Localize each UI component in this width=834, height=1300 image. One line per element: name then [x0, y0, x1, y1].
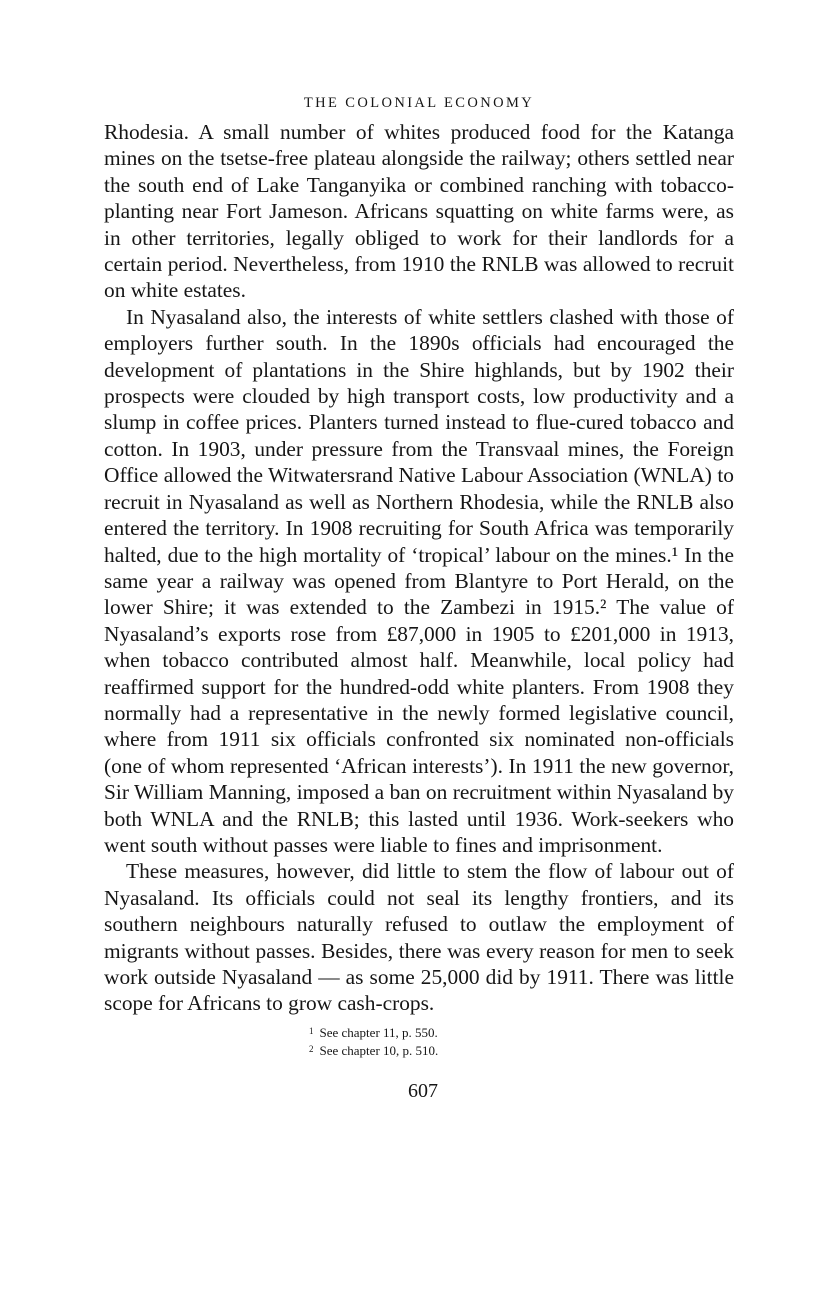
footnote-text: See chapter 10, p. 510. — [319, 1042, 439, 1058]
footnote-mark: 2 — [309, 1043, 314, 1054]
footnote-mark: 1 — [309, 1025, 314, 1036]
paragraph: In Nyasaland also, the interests of white settlers clashed with those of employers further south. In the 1890s officials had encouraged the development of plantations in the Shire highlands, but by 1902 their prospects were clouded by high transport costs, low productivity and a slump in coffee prices. Planters turned instead to flue-cured tobacco and cotton. In 1903, under pressure from the Transvaal mines, the Foreign Office allowed the Witwatersrand Native Labour Association (WNLA) to recruit in Nyasaland as well as Northern Rhodesia, while the RNLB also entered the territory. In 1908 recruiting for South Africa was temporarily halted, due to the high mortality of ‘tropical’ labour on the mines.¹ In the same year a railway was opened from Blantyre to Port Herald, on the lower Shire; it was extended to the Zambezi in 1915.² The value of Nyasaland’s exports rose from £87,000 in 1905 to £201,000 in 1913, when tobacco contributed almost half. Meanwhile, local policy had reaffirmed support for the hundred-odd white planters. From 1908 they normally had a representative in the newly formed legislative council, where from 1911 six officials confronted six nominated non-officials (one of whom represented ‘African interests’). In 1911 the new governor, Sir William Manning, imposed a ban on recruitment within Nyasaland by both WNLA and the RNLB; this lasted until 1936. Work-seekers who went south without passes were liable to fines and imprisonment. — [104, 304, 734, 857]
footnote — [309, 1023, 734, 1041]
page-number: 607 — [408, 1079, 438, 1102]
book-page — [104, 92, 734, 1103]
footnote-text: See chapter 11, p. 550. — [319, 1024, 438, 1040]
running-head: THE COLONIAL ECONOMY — [303, 95, 535, 111]
paragraph: These measures, however, did little to stem the flow of labour out of Nyasaland. Its officials could not seal its lengthy frontiers, and its southern neighbours naturally refused to outlaw the employment of migrants without passes. Besides, there was every reason for men to seek work outside Nyasaland — as some 25,000 did by 1911. There was little scope for Africans to grow cash-crops. — [104, 859, 734, 1016]
body-text — [104, 119, 734, 1017]
paragraph: Rhodesia. A small number of whites produced food for the Katanga mines on the tsetse-free plateau alongside the railway; others settled near the south end of Lake Tanganyika or combined ranching with tobacco-planting near Fort Jameson. Africans squatting on white farms were, as in other territories, legally obliged to work for their landlords for a certain period. Nevertheless, from 1910 the RNLB was allowed to recruit on white estates. — [104, 120, 734, 303]
footnotes — [104, 1023, 734, 1059]
footnote — [309, 1041, 734, 1059]
